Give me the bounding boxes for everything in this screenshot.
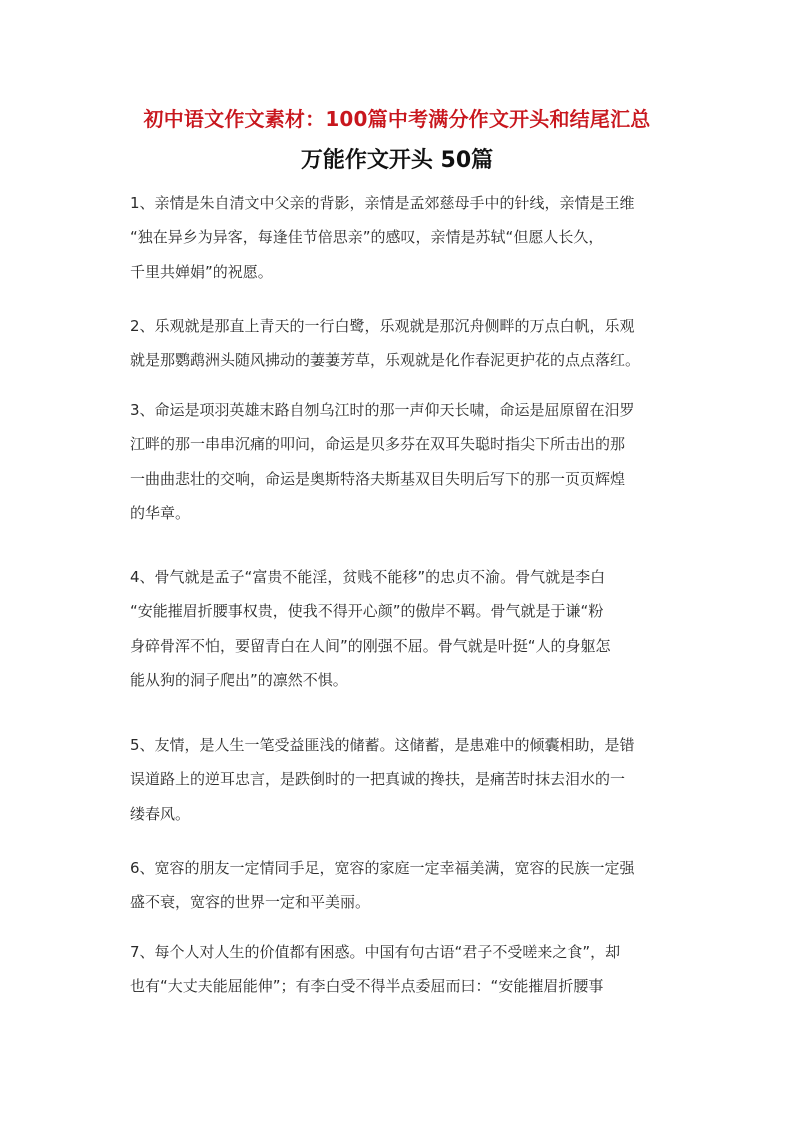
- paragraph-line: 3、命运是项羽英雄末路自刎乌江时的那一声仰天长啸，命运是屈原留在汨罗: [130, 401, 635, 419]
- paragraph-line: 江畔的那一串串沉痛的叩问，命运是贝多芬在双耳失聪时指尖下所击出的那: [130, 435, 626, 454]
- paragraph-line: 能从狗的洞子爬出”的凛然不惧。: [130, 670, 348, 689]
- paragraph-line: 身碎骨浑不怕，要留青白在人间”的刚强不屈。骨气就是叶挺“人的身躯怎: [130, 636, 611, 655]
- paragraph-line: 就是那鹦鹉洲头随风拂动的萋萋芳草，乐观就是化作春泥更护花的点点落红。: [130, 351, 641, 370]
- paragraph-4: [130, 560, 670, 697]
- document-main-title: 初中语文作文素材：100篇中考满分作文开头和结尾汇总: [143, 107, 651, 131]
- paragraph-line: 1、亲情是朱自清文中父亲的背影，亲情是孟郊慈母手中的针线，亲情是王维: [130, 194, 635, 212]
- paragraph-line: 6、宽容的朋友一定情同手足，宽容的家庭一定幸福美满，宽容的民族一定强: [130, 859, 635, 877]
- paragraph-1: [130, 186, 670, 289]
- paragraph-line: 2、乐观就是那直上青天的一行白鹭，乐观就是那沉舟侧畔的万点白帆，乐观: [130, 317, 635, 335]
- paragraph-2: [130, 309, 670, 378]
- paragraph-7: [130, 935, 670, 1004]
- paragraph-line: 盛不衰，宽容的世界一定和平美丽。: [130, 893, 371, 912]
- paragraph-line: 5、友情，是人生一笔受益匪浅的储蓄。这储蓄，是患难中的倾囊相助，是错: [130, 736, 635, 754]
- section-title: 万能作文开头 50篇: [300, 148, 494, 173]
- paragraph-line: 一曲曲悲壮的交响，命运是奥斯特洛夫斯基双目失明后写下的那一页页辉煌: [130, 469, 626, 488]
- paragraph-line: “安能摧眉折腰事权贵，使我不得开心颜”的傲岸不羁。骨气就是于谦“粉: [130, 602, 604, 621]
- paragraph-line: 的华章。: [130, 503, 191, 522]
- paragraph-line: 4、骨气就是孟子“富贵不能淫，贫贱不能移”的忠贞不渝。骨气就是李白: [130, 568, 606, 586]
- paragraph-3: [130, 393, 670, 530]
- paragraph-line: 7、每个人对人生的价值都有困惑。中国有句古语“君子不受嗟来之食”，却: [130, 943, 621, 961]
- paragraph-5: [130, 728, 670, 831]
- paragraph-line: 也有“大丈夫能屈能伸”；有李白受不得半点委屈而曰：“安能摧眉折腰事: [130, 977, 604, 996]
- paragraph-line: 误道路上的逆耳忠言，是跌倒时的一把真诚的搀扶，是痛苦时抹去泪水的一: [130, 770, 626, 789]
- paragraph-6: [130, 851, 670, 920]
- paragraph-line: 缕春风。: [130, 804, 191, 823]
- paragraph-line: 千里共婵娟”的祝愿。: [130, 262, 273, 281]
- paragraph-line: “独在异乡为异客，每逢佳节倍思亲”的感叹，亲情是苏轼“但愿人长久，: [130, 228, 604, 247]
